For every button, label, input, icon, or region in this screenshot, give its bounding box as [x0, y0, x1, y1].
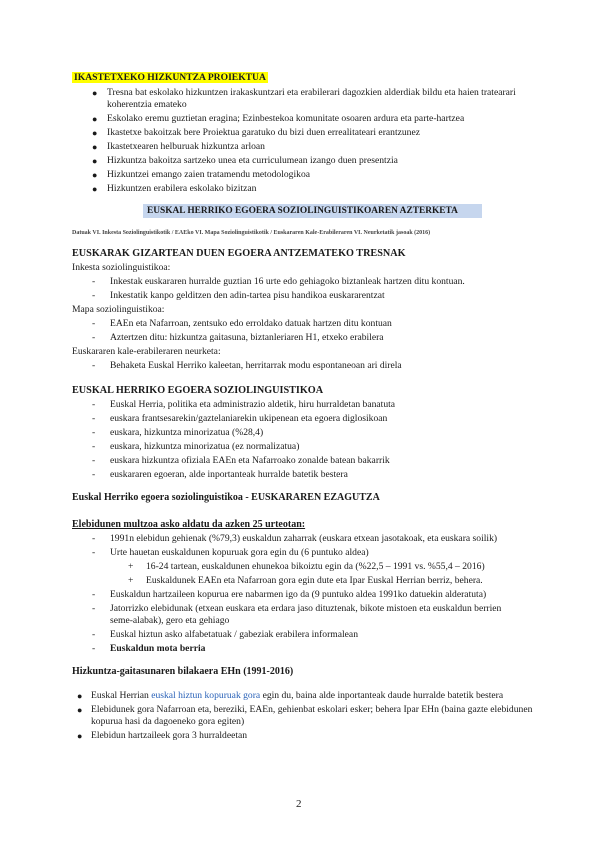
bullet-icon: ● [77, 731, 83, 741]
mapa-label: Mapa soziolinguistikoa: [72, 304, 165, 315]
list-item: Elebidunek gora Nafarroan eta, bereziki, EAEn, gehienbat eskolari esker; behera Ipar EHn (baina gazte elebidunen [91, 704, 533, 715]
dash-icon: - [92, 629, 96, 640]
bullet-icon: ● [92, 156, 98, 166]
list-item-continued: kopurua hasi da dagoeneko gora egiten) [91, 716, 245, 727]
list-item: Inkestak euskararen hurralde guztian 16 urte edo gehiagoko biztanleak hartzen ditu kontuan. [110, 276, 465, 287]
highlighted-link[interactable]: euskal hiztun kopuruak gora [151, 690, 261, 701]
list-item: Aztertzen ditu: hizkuntza gaitasuna, biztanleriaren H1, etxeko erabilera [110, 332, 384, 343]
bullet-icon: ● [92, 114, 98, 124]
list-item: Behaketa Euskal Herriko kaleetan, herritarrak modu espontaneoan ari direla [110, 360, 402, 371]
list-item-bold: Euskaldun mota berria [110, 643, 206, 654]
list-item-continued: seme-alabak), gero eta gehiago [110, 615, 230, 626]
item-text: egin du, baina alde inportanteak daude hurralde batetik bestera [260, 690, 504, 701]
dash-icon: - [92, 318, 96, 329]
dash-icon: - [92, 413, 96, 424]
section3-title: EUSKAL HERRIKO EGOERA SOZIOLINGUISTIKOA [72, 385, 324, 396]
dash-icon: - [92, 643, 96, 654]
section4-intro: Elebidunen multzoa asko aldatu da azken 25 urteotan: [72, 519, 306, 530]
list-item: euskara, hizkuntza minorizatua (ez normalizatua) [110, 441, 300, 452]
list-item: Hizkuntza bakoitza sartzeko unea eta curriculumean izango duen presentzia [107, 155, 398, 166]
section1-title-text: IKASTETXEKO HIZKUNTZA PROIEKTUA [74, 72, 266, 83]
page-number: 2 [296, 798, 302, 810]
bullet-icon: ● [92, 184, 98, 194]
list-item: euskara hizkuntza ofiziala EAEn eta Nafarroako zonalde batean bakarrik [110, 455, 390, 466]
bullet-icon: ● [92, 128, 98, 138]
bullet-icon: ● [92, 88, 98, 98]
list-item: Tresna bat eskolako hizkuntzen irakaskuntzari eta erabilerari dagozkien alderdiak bildu eta haien tratearari [107, 87, 516, 98]
dash-icon: - [92, 455, 96, 466]
dash-icon: - [92, 276, 96, 287]
list-item: euskararen egoeran, alde inportanteak hurralde batetik bestera [110, 469, 348, 480]
list-item: Ikastetxearen helburuak hizkuntza arloan [107, 141, 265, 152]
bullet-icon: ● [92, 142, 98, 152]
plus-icon: + [128, 575, 134, 586]
dash-icon: - [92, 290, 96, 301]
list-item: Eskolako eremu guztietan eragina; Ezinbestekoa komunitate osoaren ardura eta parte-hartzea [107, 113, 465, 124]
inkesta-label: Inkesta soziolinguistikoa: [72, 262, 171, 273]
list-item: euskara, hizkuntza minorizatua (%28,4) [110, 427, 264, 438]
list-item: Jatorrizko elebidunak (etxean euskara eta erdara jaso dituztenak, bikote mistoen eta euskaldun berrien [110, 603, 502, 614]
section1-title [72, 72, 268, 84]
bullet-icon: ● [77, 705, 83, 715]
list-item [91, 690, 503, 702]
bullet-icon: ● [77, 691, 83, 701]
dash-icon: - [92, 469, 96, 480]
section5-title: Hizkuntza-gaitasunaren bilakaera EHn (1991-2016) [72, 666, 294, 677]
section2-banner-title: EUSKAL HERRIKO EGOERA SOZIOLINGUISTIKOAREN AZTERKETA [147, 206, 458, 216]
kale-label: Euskararen kale-erabileraren neurketa: [72, 346, 221, 357]
section2-subtitle: EUSKARAK GIZARTEAN DUEN EGOERA ANTZEMATEKO TRESNAK [72, 248, 406, 259]
dash-icon: - [92, 427, 96, 438]
list-item: Hizkuntzei emango zaien tratamendu metodologikoa [107, 169, 310, 180]
sub-list-item: 16-24 tartean, euskaldunen ehunekoa bikoiztu egin da (%22,5 – 1991 vs. %55,4 – 2016) [146, 561, 485, 572]
list-item: Ikastetxe bakoitzak bere Proiektua garatuko du bizi duen errealitateari erantzunez [107, 127, 420, 138]
list-item: Hizkuntzen erabilera eskolako bizitzan [107, 183, 257, 194]
source-note: Datuak VI. Inkesta Soziolinguistikotik / EAEko VI. Mapa Soziolinguistikotik / Euskararen Kale-Erabileraren VI. Neurketatik jasoak (2016) [72, 230, 431, 236]
list-item: Euskaldun hartzaileen kopurua ere nabarmen igo da (9 puntuko aldea 1991ko datuekin alderatuta) [110, 589, 487, 600]
list-item: Elebidun hartzaileek gora 3 hurraldeetan [91, 730, 248, 741]
sub-list-item: Euskaldunek EAEn eta Nafarroan gora egin dute eta Ipar Euskal Herrian berriz, behera. [146, 575, 483, 586]
item-text: Euskal Herrian [91, 690, 152, 701]
dash-icon: - [92, 589, 96, 600]
section4-title: Euskal Herriko egoera soziolinguistikoa - EUSKARAREN EZAGUTZA [72, 492, 380, 503]
list-item: EAEn eta Nafarroan, zentsuko edo erroldako datuak hartzen ditu kontuan [110, 318, 392, 329]
plus-icon: + [128, 561, 134, 572]
list-item-continued: koherentzia emateko [107, 99, 187, 110]
list-item: Urte hauetan euskaldunen kopuruak gora egin du (6 puntuko aldea) [110, 547, 369, 558]
dash-icon: - [92, 603, 96, 614]
dash-icon: - [92, 360, 96, 371]
list-item: euskara frantsesarekin/gaztelaniarekin ukipenean eta egoera diglosikoan [110, 413, 388, 424]
dash-icon: - [92, 399, 96, 410]
list-item: Euskal hiztun asko alfabetatuak / gabeziak erabilera informalean [110, 629, 358, 640]
list-item: 1991n elebidun gehienak (%79,3) euskaldun zaharrak (euskara etxean jasotakoak, eta euskara soilik) [110, 533, 498, 544]
dash-icon: - [92, 332, 96, 343]
bullet-icon: ● [92, 170, 98, 180]
list-item: Inkestatik kanpo gelditzen den adin-tartea pisu handikoa euskararentzat [110, 290, 385, 301]
dash-icon: - [92, 441, 96, 452]
dash-icon: - [92, 547, 96, 558]
list-item: Euskal Herria, politika eta administrazio aldetik, hiru hurraldetan banatuta [110, 399, 396, 410]
dash-icon: - [92, 533, 96, 544]
